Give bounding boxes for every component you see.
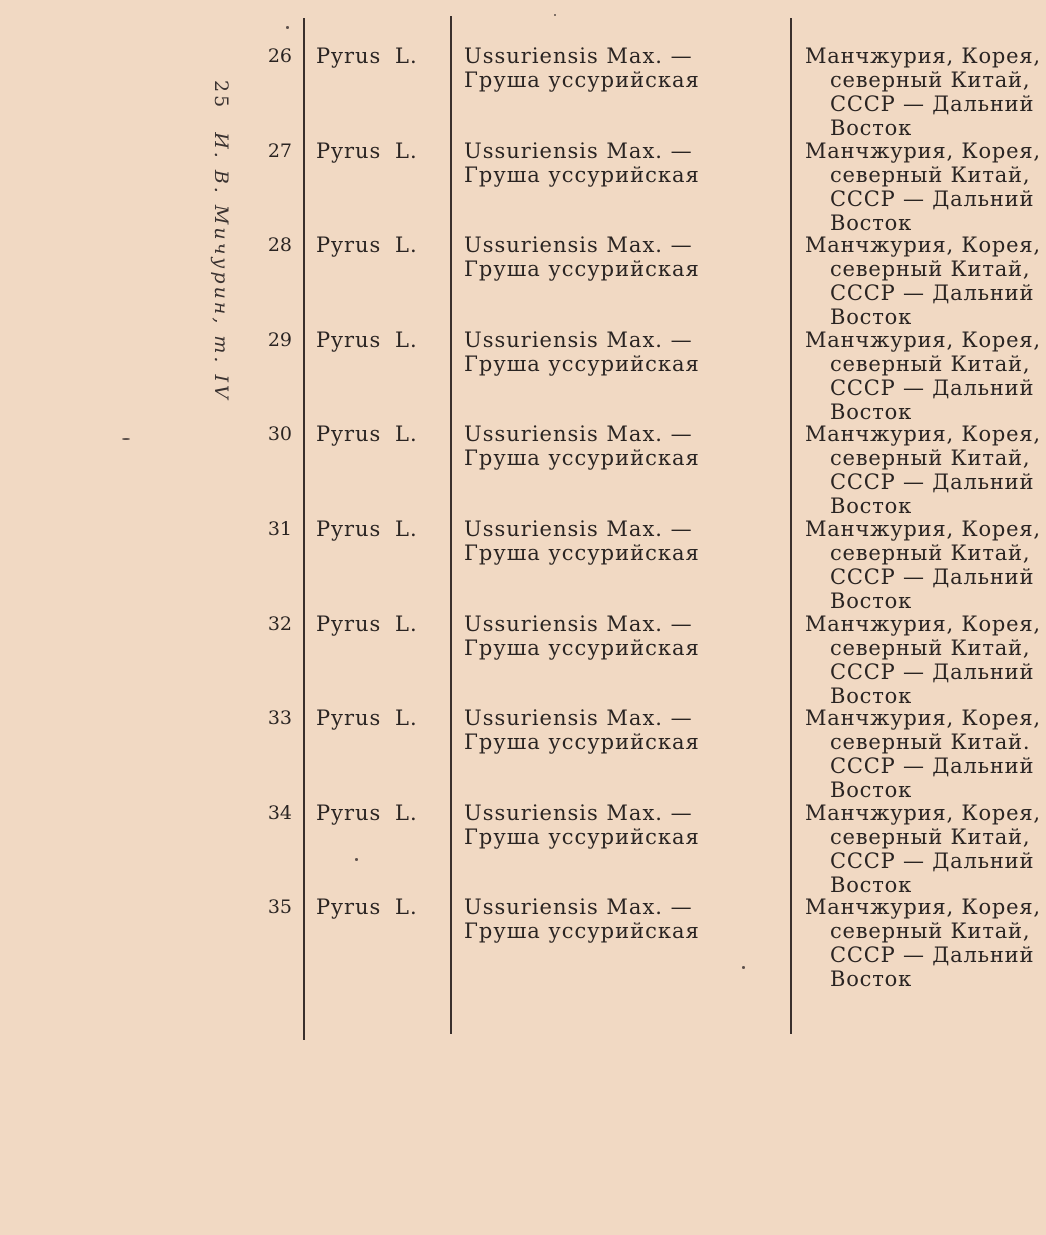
species-common-name: Груша уссурийская	[464, 257, 700, 282]
species-latin-name: Ussuriensis Max. —	[464, 517, 693, 541]
region-line: Манчжурия, Корея,	[805, 138, 1041, 163]
region-line: северный Китай,	[830, 919, 1031, 944]
species-latin-name: Ussuriensis Max. —	[464, 895, 693, 920]
species-latin-name: Ussuriensis Max. —	[464, 44, 693, 68]
region-cell	[805, 517, 1041, 613]
genus-cell: Pyrus L.	[316, 800, 418, 825]
region-line: Манчжурия, Корея,	[805, 233, 1041, 258]
table-row	[0, 517, 1046, 612]
row-number: 27	[267, 139, 292, 162]
region-cell	[805, 612, 1041, 708]
running-head-title: И. В. Мичурин, т. IV	[210, 132, 232, 402]
region-line: Восток	[830, 683, 913, 708]
region-line: Восток	[830, 589, 913, 613]
region-line: СССР — Дальний	[830, 470, 1035, 495]
row-number: 28	[267, 234, 292, 257]
region-line: Манчжурия, Корея,	[805, 44, 1041, 68]
region-line: СССР — Дальний	[830, 848, 1035, 873]
region-line: северный Китай,	[830, 824, 1031, 849]
table-row	[0, 328, 1046, 423]
species-common-name: Груша уссурийская	[464, 68, 700, 92]
row-number: 29	[267, 328, 292, 351]
region-line: Манчжурия, Корея,	[805, 800, 1041, 825]
region-line: СССР — Дальний	[830, 943, 1035, 968]
species-latin-name: Ussuriensis Max. —	[464, 233, 693, 258]
print-speck	[355, 858, 358, 861]
print-speck	[286, 26, 289, 29]
row-number: 30	[267, 423, 292, 446]
species-common-name: Груша уссурийская	[464, 824, 700, 849]
region-line: Манчжурия, Корея,	[805, 611, 1041, 636]
region-cell	[805, 44, 1041, 140]
species-cell	[464, 328, 700, 376]
table-row	[0, 233, 1046, 328]
table-row	[0, 139, 1046, 234]
species-cell	[464, 612, 700, 660]
species-common-name: Груша уссурийская	[464, 919, 700, 944]
region-line: СССР — Дальний	[830, 375, 1035, 400]
region-line: Восток	[830, 210, 913, 235]
region-line: северный Китай.	[830, 730, 1031, 755]
row-number: 26	[267, 45, 292, 67]
genus-cell: Pyrus L.	[316, 895, 418, 920]
row-number: 35	[267, 896, 292, 919]
species-latin-name: Ussuriensis Max. —	[464, 138, 693, 163]
region-cell	[805, 706, 1041, 802]
page-number: 25	[210, 80, 232, 111]
table-row	[0, 612, 1046, 707]
region-line: Восток	[830, 778, 913, 803]
genus-cell: Pyrus L.	[316, 706, 418, 731]
species-cell	[464, 895, 700, 943]
genus-cell: Pyrus L.	[316, 422, 418, 447]
species-cell	[464, 44, 700, 92]
species-cell	[464, 139, 700, 187]
row-number: 32	[267, 612, 292, 635]
region-line: северный Китай,	[830, 351, 1031, 376]
species-latin-name: Ussuriensis Max. —	[464, 327, 693, 352]
print-speck	[742, 966, 745, 969]
row-number: 34	[267, 801, 292, 824]
region-line: Манчжурия, Корея,	[805, 327, 1041, 352]
region-line: СССР — Дальний	[830, 92, 1035, 116]
region-line: Манчжурия, Корея,	[805, 706, 1041, 731]
region-line: северный Китай,	[830, 162, 1031, 187]
region-line: СССР — Дальний	[830, 281, 1035, 306]
species-latin-name: Ussuriensis Max. —	[464, 706, 693, 731]
table-row	[0, 895, 1046, 990]
region-line: Манчжурия, Корея,	[805, 422, 1041, 447]
genus-cell: Pyrus L.	[316, 44, 418, 68]
region-line: северный Китай,	[830, 635, 1031, 660]
table-row	[0, 422, 1046, 517]
species-cell	[464, 517, 700, 565]
region-line: Манчжурия, Корея,	[805, 895, 1041, 920]
table-row	[0, 44, 1046, 139]
species-cell	[464, 233, 700, 281]
region-cell	[805, 139, 1041, 235]
table-row	[0, 801, 1046, 896]
region-cell	[805, 895, 1041, 991]
region-cell	[805, 233, 1041, 329]
species-common-name: Груша уссурийская	[464, 635, 700, 660]
region-cell	[805, 801, 1041, 897]
region-line: северный Китай,	[830, 446, 1031, 471]
genus-cell: Pyrus L.	[316, 611, 418, 636]
region-line: Восток	[830, 494, 913, 519]
row-number: 33	[267, 707, 292, 730]
species-common-name: Груша уссурийская	[464, 446, 700, 471]
region-line: Восток	[830, 305, 913, 330]
region-line: Манчжурия, Корея,	[805, 517, 1041, 541]
print-speck	[122, 438, 130, 440]
region-line: северный Китай,	[830, 257, 1031, 282]
species-common-name: Груша уссурийская	[464, 730, 700, 755]
region-line: Восток	[830, 116, 913, 140]
species-common-name: Груша уссурийская	[464, 162, 700, 187]
genus-cell: Pyrus L.	[316, 327, 418, 352]
region-line: СССР — Дальний	[830, 659, 1035, 684]
species-latin-name: Ussuriensis Max. —	[464, 611, 693, 636]
species-common-name: Груша уссурийская	[464, 351, 700, 376]
species-cell	[464, 422, 700, 470]
region-line: СССР — Дальний	[830, 186, 1035, 211]
genus-cell: Pyrus L.	[316, 138, 418, 163]
region-line: Восток	[830, 872, 913, 897]
table-row	[0, 706, 1046, 801]
species-cell	[464, 706, 700, 754]
print-speck	[554, 14, 556, 16]
species-latin-name: Ussuriensis Max. —	[464, 422, 693, 447]
row-number: 31	[267, 518, 292, 540]
region-cell	[805, 328, 1041, 424]
region-line: Восток	[830, 967, 913, 992]
region-line: северный Китай,	[830, 68, 1031, 92]
region-line: северный Китай,	[830, 541, 1031, 565]
region-line: СССР — Дальний	[830, 565, 1035, 589]
genus-cell: Pyrus L.	[316, 233, 418, 258]
region-line: СССР — Дальний	[830, 754, 1035, 779]
region-cell	[805, 422, 1041, 518]
species-cell	[464, 801, 700, 849]
genus-cell: Pyrus L.	[316, 517, 418, 541]
species-common-name: Груша уссурийская	[464, 541, 700, 565]
species-latin-name: Ussuriensis Max. —	[464, 800, 693, 825]
region-line: Восток	[830, 399, 913, 424]
